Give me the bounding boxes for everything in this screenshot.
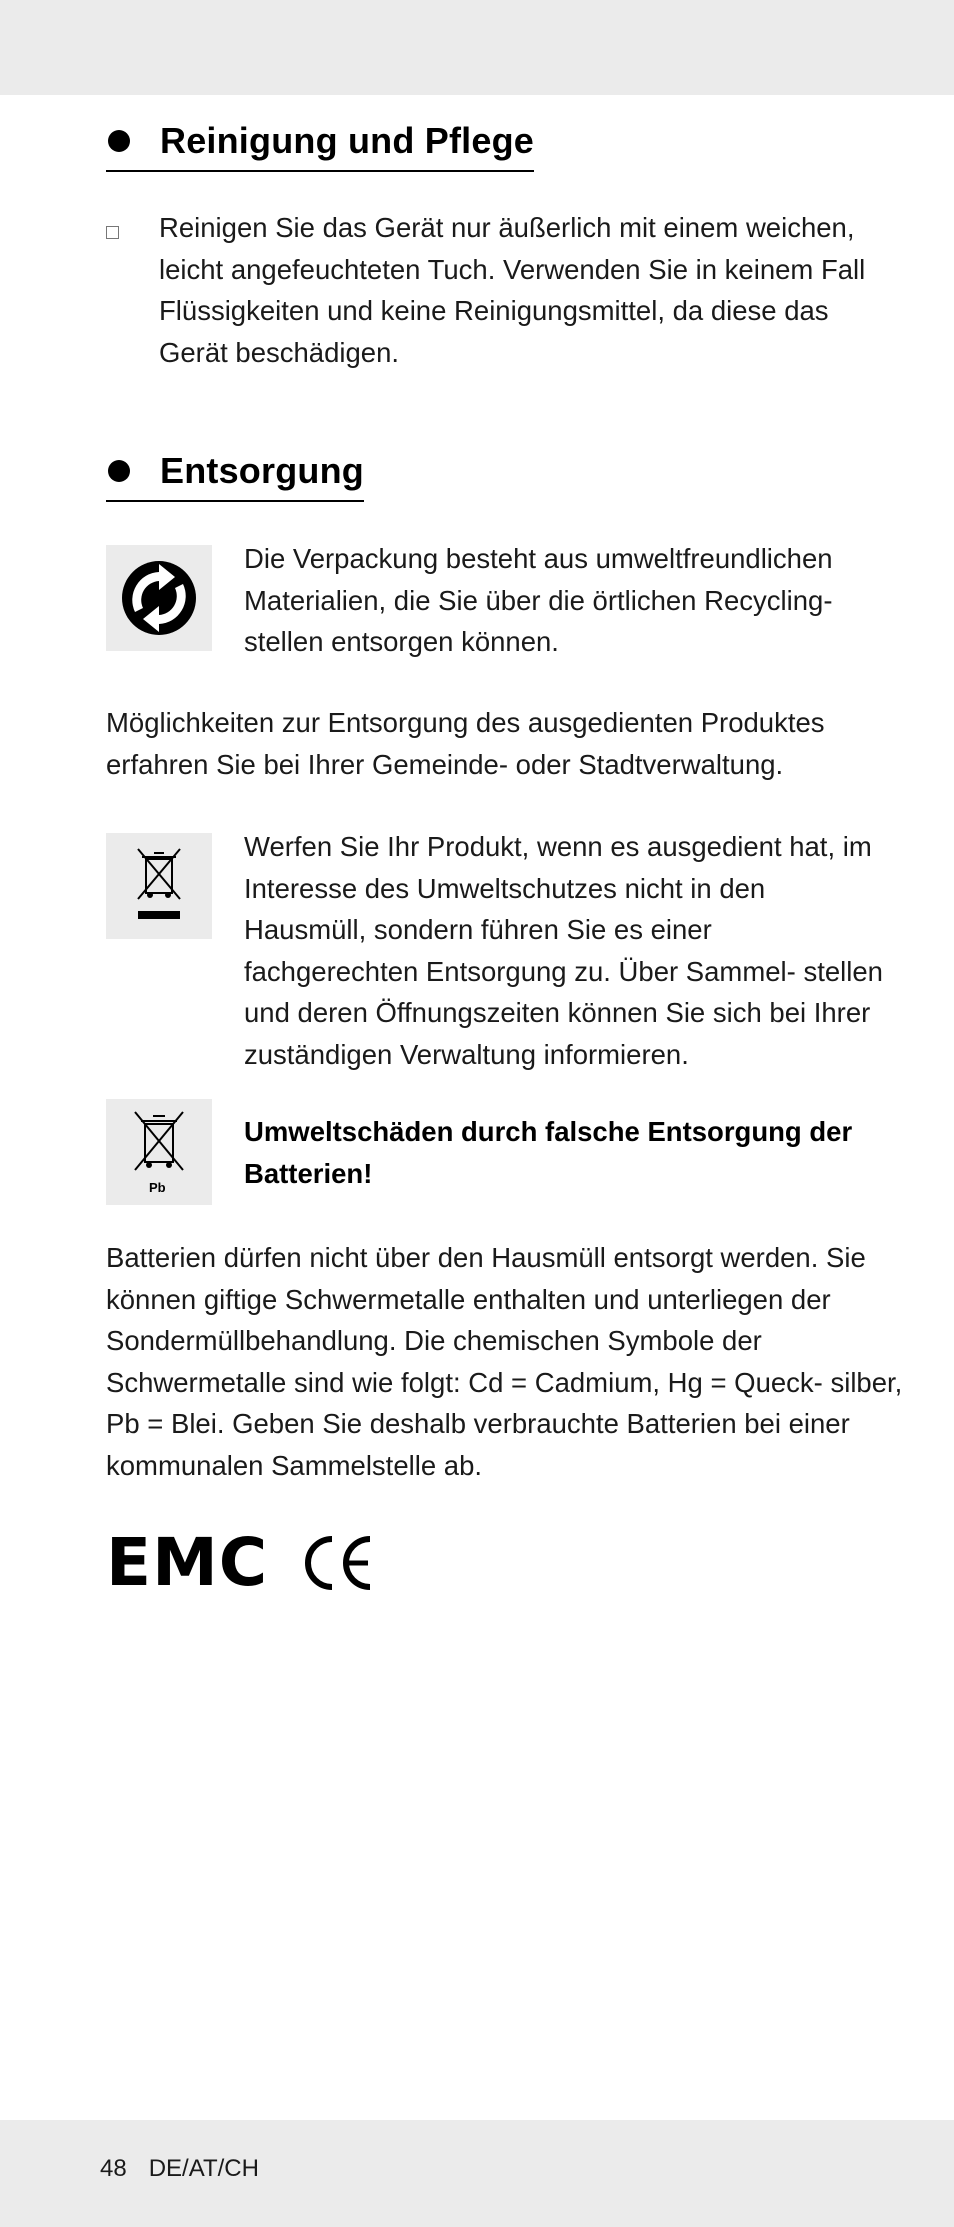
page-footer (100, 2155, 281, 2183)
battery-warning: Umweltschäden durch falsche Entsorgung der Batterien! (244, 1116, 853, 1189)
section-heading-cleaning (106, 120, 534, 172)
ce-mark-icon (298, 1535, 378, 1591)
locale-label: DE/AT/CH (148, 2155, 259, 2182)
crossed-bin-icon (106, 833, 212, 939)
certification-marks (106, 1524, 378, 1601)
packaging-paragraph: Die Verpackung besteht aus umweltfreundlichen Materialien, die Sie über die örtlichen Recycling- stellen entsorgen können. (244, 543, 833, 657)
list-bullet-square (106, 226, 119, 239)
green-dot-icon (106, 545, 212, 651)
cleaning-paragraph: Reinigen Sie das Gerät nur äußerlich mit einem weichen, leicht angefeuchteten Tuch. Verwenden Sie in keinem Fall Flüssigkeiten und keine Reinigungsmittel, da diese das Gerät beschädigen. (159, 212, 866, 368)
section-heading-disposal (106, 450, 364, 502)
product-disposal-paragraph: Werfen Sie Ihr Produkt, wenn es ausgedient hat, im Interesse des Umweltschutzes nicht in den Hausmüll, sondern führen Sie es einer fachgerechten Entsorgung zu. Über Sammel- stellen und deren Öffnungszeiten können Sie sich bei Ihrer zuständigen Verwaltung informieren. (244, 831, 883, 1070)
heading-bullet (108, 460, 130, 482)
battery-icon-label: Pb (149, 1180, 166, 1195)
battery-paragraph: Batterien dürfen nicht über den Hausmüll entsorgt werden. Sie können giftige Schwermetalle enthalten und unterliegen der Sondermüllbehandlung. Die chemischen Symbole der Schwermetalle sind wie folgt: Cd = Cadmium, Hg = Queck- silber, Pb = Blei. Geben Sie deshalb verbrauchte Batterien bei einer kommunalen Sammelstelle ab. (106, 1242, 903, 1481)
municipality-paragraph: Möglichkeiten zur Entsorgung des ausgedienten Produktes erfahren Sie bei Ihrer Gemeinde- oder Stadtverwaltung. (106, 707, 825, 780)
heading-bullet (108, 130, 130, 152)
top-band (0, 0, 954, 95)
emc-mark: EMC (106, 1524, 269, 1601)
heading-text: Reinigung und Pflege (160, 120, 534, 161)
heading-text: Entsorgung (160, 450, 364, 491)
battery-bin-icon (106, 1099, 212, 1205)
page-number: 48 (100, 2155, 127, 2182)
